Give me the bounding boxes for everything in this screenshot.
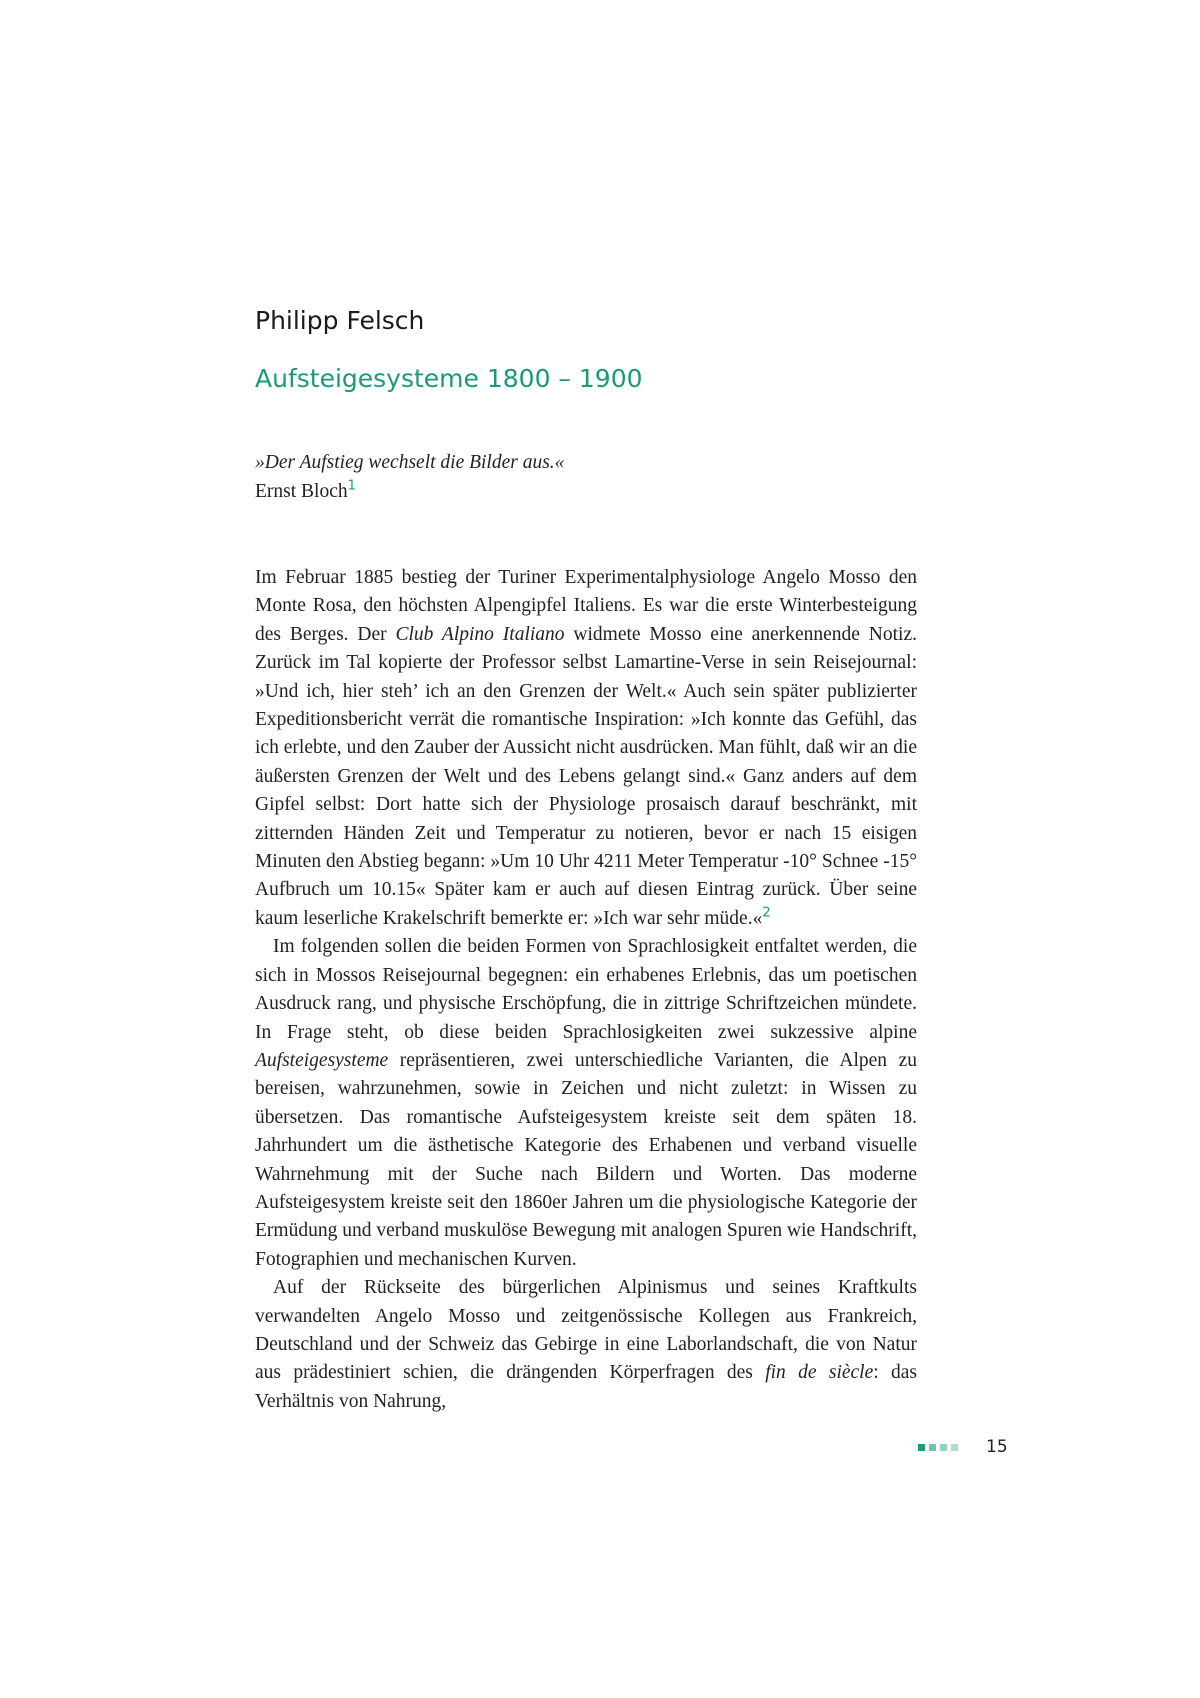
square-icon [951,1444,958,1451]
paragraph-3 [255,1274,917,1416]
paragraph-text: widmete Mosso eine anerkennende Notiz. Zurück im Tal kopierte der Professor selbst Lamartine-Verse in sein Reisejournal: »Und ich, hier steh’ ich an den Grenzen der Welt.« Auch sein später publizierter Expeditionsbericht verrät die romantische Inspiration: »Ich konnte das Gefühl, das ich erlebte, und den Zauber der Aussicht nicht ausdrücken. Man fühlt, daß wir an die äußersten Grenzen der Welt und des Lebens gelangt sind.« Ganz anders auf dem Gipfel selbst: Dort hatte sich der Physiologe prosaisch darauf beschränkt, mit zitternden Händen Zeit und Temperatur zu notieren, bevor er nach 15 eisigen Minuten den Abstieg begann: »Um 10 Uhr 4211 Meter Temperatur -10° Schnee -15° Aufbruch um 10.15« Später kam er auch auf diesen Eintrag zurück. Über seine kaum leserliche Krakelschrift bemerkte er: »Ich war sehr müde.« [255,623,917,929]
paragraph-text: Im folgenden sollen die beiden Formen von Sprachlosigkeit entfaltet werden, die sich in Mossos Reisejournal begegnen: ein erhabenes Erlebnis, das um poetischen Ausdruck rang, und physische Erschöpfung, die in zittrige Schriftzeichen mündete. In Frage steht, ob diese beiden Sprachlosigkeiten zwei sukzessive alpine [255,936,917,1043]
italic-term: fin de siècle [765,1362,874,1384]
decorative-squares [918,1444,958,1451]
paragraph-text: : das Verhältnis von Nahrung, [255,1362,917,1412]
footnote-marker-1[interactable]: 1 [347,478,356,494]
body-text [255,564,917,1416]
paragraph-text: Im Februar 1885 bestieg der Turiner Experimentalphysiologe Angelo Mosso den Monte Rosa, den höchsten Alpengipfel Italiens. Es war die erste Winterbesteigung des Berges. Der [255,567,917,645]
epigraph [255,448,564,506]
italic-term: Club Alpino Italiano [395,623,565,645]
epigraph-source-name: Ernst Bloch [255,481,348,502]
paragraph-1 [255,564,917,933]
square-icon [918,1444,925,1451]
paragraph-text: Auf der Rückseite des bürgerlichen Alpinismus und seines Kraftkults verwandelten Angelo Mosso und zeitgenössische Kollegen aus Frankreich, Deutschland und der Schweiz das Gebirge in eine Laborlandschaft, die von Natur aus prädestiniert schien, die drängenden Körperfragen des [255,1277,917,1384]
italic-term: Aufsteigesysteme [255,1049,389,1071]
paragraph-text: repräsentieren, zwei unterschiedliche Varianten, die Alpen zu bereisen, wahrzunehmen, sowie in Zeichen und nicht zuletzt: in Wissen zu übersetzen. Das romantische Aufsteigesystem kreiste seit dem späten 18. Jahrhundert um die ästhetische Kategorie des Erhabenen und verband visuelle Wahrnehmung mit der Suche nach Bildern und Worten. Das moderne Aufsteigesystem kreiste seit den 1860er Jahren um die physiologische Kategorie der Ermüdung und verband muskulöse Bewegung mit analogen Spuren wie Handschrift, Fotographien und mechanischen Kurven. [255,1049,917,1270]
footnote-marker-2[interactable]: 2 [762,905,771,921]
paragraph-2 [255,933,917,1274]
page-number: 15 [986,1437,1008,1457]
article-title: Aufsteigesysteme 1800 – 1900 [255,364,643,393]
epigraph-source [255,477,564,506]
square-icon [929,1444,936,1451]
page-footer [918,1437,1008,1457]
author-name: Philipp Felsch [255,306,425,335]
square-icon [940,1444,947,1451]
epigraph-quote: »Der Aufstieg wechselt die Bilder aus.« [255,452,565,473]
